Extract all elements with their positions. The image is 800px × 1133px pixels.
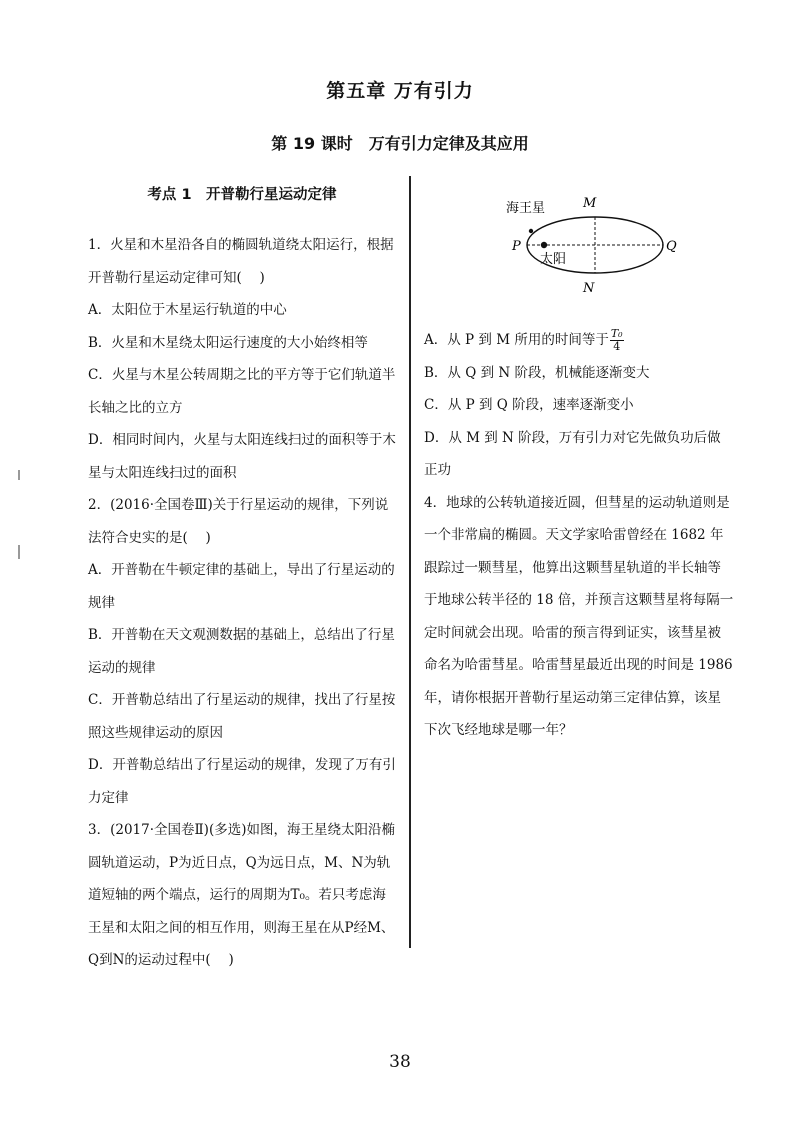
page-number: 38 [389, 1052, 411, 1072]
question-1-option-d: D．相同时间内，火星与太阳连线扫过的面积等于木星与太阳连线扫过的面积 [88, 432, 396, 481]
fraction-denominator: 4 [613, 340, 621, 353]
point-p-label: P [512, 239, 521, 254]
question-2-option-c: C．开普勒总结出了行星运动的规律，找出了行星按照这些规律运动的原因 [88, 692, 396, 741]
fraction-t0-over-4 [610, 328, 624, 353]
question-3-option-a [424, 324, 734, 357]
question-2-option-d: D．开普勒总结出了行星运动的规律，发现了万有引力定律 [88, 757, 396, 806]
sun-label: 太阳 [540, 252, 567, 267]
neptune-orbit-diagram [500, 190, 690, 300]
question-1-stem: 1．火星和木星沿各自的椭圆轨道绕太阳运行，根据开普勒行星运动定律可知( ) [88, 237, 394, 286]
question-3-option-b: B．从 Q 到 N 阶段，机械能逐渐变大 [424, 364, 650, 381]
question-3-stem: 3．(2017·全国卷Ⅱ)(多选)如图，海王星绕太阳沿椭圆轨道运动，P为近日点，Q为远日点，M、N为轨道短轴的两个端点，运行的周期为T₀。若只考虑海王星和太阳之间的相互作用，则海王星在从P经M、Q到N的运动过程中( ) [88, 822, 395, 968]
point-n-label: N [583, 281, 595, 296]
question-3-option-a-text: A．从 P 到 M 所用的时间等于 [424, 332, 609, 348]
question-2-option-a: A．开普勒在牛顿定律的基础上，导出了行星运动的规律 [88, 562, 395, 611]
fraction-numerator: T₀ [610, 327, 623, 340]
question-1-option-a: A．太阳位于木星运行轨道的中心 [88, 302, 287, 318]
question-2-option-b: B．开普勒在天文观测数据的基础上，总结出了行星运动的规律 [88, 627, 395, 676]
question-1-option-b: B．火星和木星绕太阳运行速度的大小始终相等 [88, 334, 368, 351]
question-2-stem: 2．(2016·全国卷Ⅲ)关于行星运动的规律，下列说法符合史实的是( ) [88, 497, 389, 546]
neptune-label: 海王星 [506, 201, 546, 216]
point-q-label: Q [666, 239, 677, 254]
question-4-stem: 4．地球的公转轨道接近圆，但彗星的运动轨道则是一个非常扁的椭圆。天文学家哈雷曾经在 1682 年跟踪过一颗彗星，他算出这颗彗星轨道的半长轴等于地球公转半径的 18 倍，并预言这颗彗星将每隔一定时间就会出现。哈雷的预言得到证实，该彗星被命名为哈雷彗星。哈雷彗星最近出现的时间是 1986 年，请你根据开普勒行星运动第三定律估算，该星下次飞经地球是哪一年？ [424, 494, 734, 738]
scan-mark [18, 470, 20, 480]
question-1-option-c: C．火星与木星公转周期之比的平方等于它们轨道半长轴之比的立方 [88, 367, 396, 416]
section-heading: 考点 1 开普勒行星运动定律 [147, 187, 337, 203]
left-column [88, 178, 396, 977]
lesson-title: 第 19 课时 万有引力定律及其应用 [271, 134, 529, 153]
sun-dot [541, 242, 547, 248]
right-column [424, 324, 734, 747]
neptune-dot [529, 229, 533, 233]
column-divider [409, 176, 411, 948]
scan-mark [18, 545, 20, 559]
point-m-label: M [583, 196, 597, 211]
question-3-option-c: C．从 P 到 Q 阶段，速率逐渐变小 [424, 397, 634, 413]
question-3-option-d: D．从 M 到 N 阶段，万有引力对它先做负功后做正功 [424, 429, 721, 478]
chapter-title: 第五章 万有引力 [326, 80, 474, 102]
